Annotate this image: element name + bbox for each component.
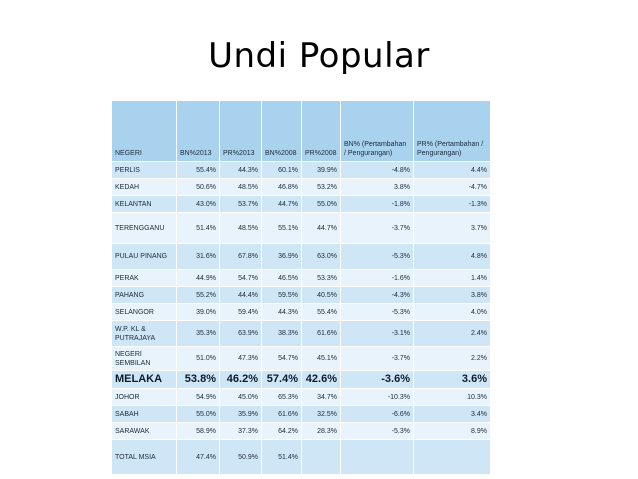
state-cell: KEDAH bbox=[112, 179, 177, 196]
value-cell: 55.0% bbox=[302, 196, 341, 213]
value-cell: 3.4% bbox=[414, 406, 491, 423]
value-cell: 4.4% bbox=[414, 162, 491, 179]
table-row bbox=[112, 244, 491, 270]
value-cell: 39.9% bbox=[302, 162, 341, 179]
value-cell: -3.7% bbox=[341, 213, 414, 244]
value-cell: -10.3% bbox=[341, 389, 414, 406]
value-cell: -4.8% bbox=[341, 162, 414, 179]
value-cell: 2.2% bbox=[414, 347, 491, 371]
value-cell: 51.0% bbox=[177, 347, 220, 371]
state-cell: SABAH bbox=[112, 406, 177, 423]
value-cell: 37.3% bbox=[220, 423, 262, 440]
column-header: NEGERI bbox=[112, 101, 177, 162]
value-cell: 45.1% bbox=[302, 347, 341, 371]
value-cell: 55.4% bbox=[302, 304, 341, 321]
value-cell: 55.2% bbox=[177, 287, 220, 304]
table-row bbox=[112, 347, 491, 371]
table-row bbox=[112, 196, 491, 213]
state-cell: PULAU PINANG bbox=[112, 244, 177, 270]
table-row bbox=[112, 389, 491, 406]
table-row bbox=[112, 179, 491, 196]
state-cell: TERENGGANU bbox=[112, 213, 177, 244]
value-cell: -5.3% bbox=[341, 304, 414, 321]
value-cell: 35.9% bbox=[220, 406, 262, 423]
value-cell: 38.3% bbox=[262, 321, 302, 347]
value-cell: 63.9% bbox=[220, 321, 262, 347]
value-cell: 53.3% bbox=[302, 270, 341, 287]
column-header: BN%2008 bbox=[262, 101, 302, 162]
state-cell: NEGERI SEMBILAN bbox=[112, 347, 177, 371]
value-cell: 34.7% bbox=[302, 389, 341, 406]
value-cell: 28.3% bbox=[302, 423, 341, 440]
value-cell: 10.3% bbox=[414, 389, 491, 406]
state-cell: TOTAL MSIA bbox=[112, 440, 177, 475]
table-row bbox=[112, 423, 491, 440]
state-cell: PAHANG bbox=[112, 287, 177, 304]
value-cell: -3.7% bbox=[341, 347, 414, 371]
value-cell: 54.7% bbox=[262, 347, 302, 371]
value-cell: 47.3% bbox=[220, 347, 262, 371]
value-cell: 46.5% bbox=[262, 270, 302, 287]
value-cell: 57.4% bbox=[262, 371, 302, 389]
value-cell bbox=[414, 440, 491, 475]
value-cell: 42.6% bbox=[302, 371, 341, 389]
table-row bbox=[112, 162, 491, 179]
value-cell: -6.6% bbox=[341, 406, 414, 423]
value-cell: -4.3% bbox=[341, 287, 414, 304]
state-cell: SELANGOR bbox=[112, 304, 177, 321]
table-row-total bbox=[112, 440, 491, 475]
column-header: PR%2013 bbox=[220, 101, 262, 162]
value-cell: -5.3% bbox=[341, 244, 414, 270]
value-cell: 40.5% bbox=[302, 287, 341, 304]
value-cell: 53.7% bbox=[220, 196, 262, 213]
value-cell: 3.8% bbox=[341, 179, 414, 196]
value-cell: 1.4% bbox=[414, 270, 491, 287]
value-cell: 48.5% bbox=[220, 179, 262, 196]
value-cell: -1.3% bbox=[414, 196, 491, 213]
value-cell: 50.9% bbox=[220, 440, 262, 475]
value-cell: 44.3% bbox=[262, 304, 302, 321]
table-row bbox=[112, 270, 491, 287]
table-row bbox=[112, 287, 491, 304]
column-header: PR% (Pertambahan / Pengurangan) bbox=[414, 101, 491, 162]
value-cell: 3.8% bbox=[414, 287, 491, 304]
value-cell: 59.5% bbox=[262, 287, 302, 304]
value-cell: 2.4% bbox=[414, 321, 491, 347]
value-cell: 47.4% bbox=[177, 440, 220, 475]
value-cell: 35.3% bbox=[177, 321, 220, 347]
slide-title: Undi Popular bbox=[208, 36, 430, 76]
value-cell: 60.1% bbox=[262, 162, 302, 179]
value-cell: 50.6% bbox=[177, 179, 220, 196]
state-cell: SARAWAK bbox=[112, 423, 177, 440]
value-cell: 53.8% bbox=[177, 371, 220, 389]
value-cell: 44.9% bbox=[177, 270, 220, 287]
value-cell: -3.6% bbox=[341, 371, 414, 389]
table-row bbox=[112, 321, 491, 347]
value-cell: 44.7% bbox=[262, 196, 302, 213]
state-cell: PERAK bbox=[112, 270, 177, 287]
table-row bbox=[112, 406, 491, 423]
value-cell: 54.9% bbox=[177, 389, 220, 406]
value-cell: 55.1% bbox=[262, 213, 302, 244]
value-cell: 59.4% bbox=[220, 304, 262, 321]
state-cell: W.P. KL & PUTRAJAYA bbox=[112, 321, 177, 347]
value-cell: 4.0% bbox=[414, 304, 491, 321]
value-cell: -5.3% bbox=[341, 423, 414, 440]
value-cell: -1.8% bbox=[341, 196, 414, 213]
value-cell: 51.4% bbox=[177, 213, 220, 244]
value-cell: -3.1% bbox=[341, 321, 414, 347]
value-cell: 64.2% bbox=[262, 423, 302, 440]
value-cell: -4.7% bbox=[414, 179, 491, 196]
table-header-row bbox=[112, 101, 491, 162]
state-cell: JOHOR bbox=[112, 389, 177, 406]
table-row bbox=[112, 304, 491, 321]
state-cell: MELAKA bbox=[112, 371, 177, 389]
value-cell: 44.3% bbox=[220, 162, 262, 179]
value-cell: 46.2% bbox=[220, 371, 262, 389]
value-cell: 8.9% bbox=[414, 423, 491, 440]
state-cell: PERLIS bbox=[112, 162, 177, 179]
value-cell: 51.4% bbox=[262, 440, 302, 475]
column-header: BN% (Pertambahan / Pengurangan) bbox=[341, 101, 414, 162]
value-cell: 36.9% bbox=[262, 244, 302, 270]
column-header: PR%2008 bbox=[302, 101, 341, 162]
value-cell: 54.7% bbox=[220, 270, 262, 287]
value-cell: 63.0% bbox=[302, 244, 341, 270]
value-cell: 43.0% bbox=[177, 196, 220, 213]
value-cell: 39.0% bbox=[177, 304, 220, 321]
value-cell: 55.0% bbox=[177, 406, 220, 423]
value-cell bbox=[302, 440, 341, 475]
value-cell: 4.8% bbox=[414, 244, 491, 270]
value-cell: 61.6% bbox=[302, 321, 341, 347]
value-cell: 45.0% bbox=[220, 389, 262, 406]
value-cell: 3.7% bbox=[414, 213, 491, 244]
table-row-highlighted bbox=[112, 371, 491, 389]
value-cell: 44.7% bbox=[302, 213, 341, 244]
value-cell: -1.6% bbox=[341, 270, 414, 287]
value-cell: 44.4% bbox=[220, 287, 262, 304]
value-cell: 3.6% bbox=[414, 371, 491, 389]
value-cell: 65.3% bbox=[262, 389, 302, 406]
table-row bbox=[112, 213, 491, 244]
value-cell: 46.8% bbox=[262, 179, 302, 196]
value-cell: 61.6% bbox=[262, 406, 302, 423]
value-cell: 55.4% bbox=[177, 162, 220, 179]
value-cell: 48.5% bbox=[220, 213, 262, 244]
value-cell: 67.8% bbox=[220, 244, 262, 270]
value-cell: 58.9% bbox=[177, 423, 220, 440]
value-cell: 31.6% bbox=[177, 244, 220, 270]
state-cell: KELANTAN bbox=[112, 196, 177, 213]
value-cell: 32.5% bbox=[302, 406, 341, 423]
value-cell: 53.2% bbox=[302, 179, 341, 196]
popular-vote-table bbox=[111, 100, 491, 475]
column-header: BN%2013 bbox=[177, 101, 220, 162]
value-cell bbox=[341, 440, 414, 475]
